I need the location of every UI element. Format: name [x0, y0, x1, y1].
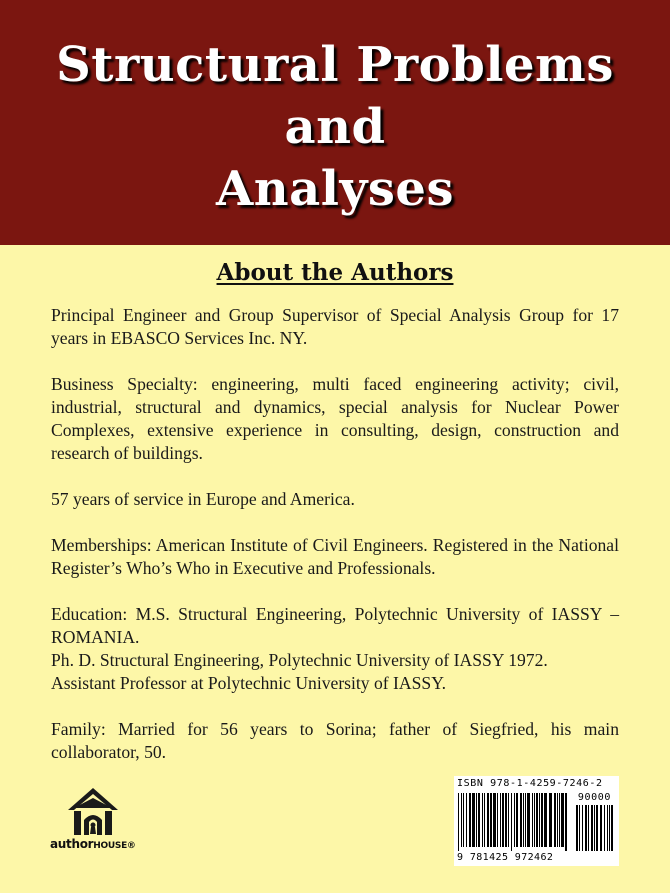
barcode-bar: [458, 793, 459, 851]
barcode-bar: [463, 793, 464, 847]
barcode-bar: [472, 793, 475, 847]
barcode-bar: [536, 793, 538, 847]
publisher-name-suffix: HOUSE: [93, 841, 127, 851]
isbn-barcode: [454, 776, 619, 866]
addon-barcode-bar: [609, 805, 610, 851]
barcode-bar: [565, 793, 567, 851]
about-paragraph-phd: Ph. D. Structural Engineering, Polytechnic University of IASSY 1972.: [51, 650, 548, 670]
barcode-bar: [482, 793, 483, 847]
barcode-bar: [466, 793, 467, 847]
about-paragraph-service: 57 years of service in Europe and America.: [51, 489, 355, 509]
publisher-name: [50, 837, 136, 851]
addon-barcode-bar: [607, 805, 608, 851]
addon-barcode-bar: [596, 805, 598, 851]
barcode-bar: [561, 793, 564, 847]
about-paragraph-memberships: Memberships: American Institute of Civil Engineers. Registered in the National Register’s Who’s Who in Executive and Professionals.: [51, 535, 619, 578]
addon-barcode-bar: [582, 805, 583, 851]
barcode-bar: [500, 793, 501, 847]
about-paragraph-family: Family: Married for 56 years to Sorina; father of Siegfried, his main collaborator, 50.: [51, 719, 619, 762]
book-title-line-2: and: [284, 99, 386, 155]
about-paragraph-employment: Principal Engineer and Group Supervisor of Special Analysis Group for 17 years in EBASCO Services Inc. NY.: [51, 305, 619, 348]
isbn-number: ISBN 978-1-4259-7246-2: [457, 778, 603, 789]
barcode-bar: [532, 793, 533, 847]
addon-barcode-bar: [594, 805, 595, 851]
barcode-bar: [493, 793, 496, 847]
barcode-bar: [549, 793, 552, 847]
barcode-bar: [469, 793, 471, 847]
barcode-bar: [527, 793, 530, 847]
addon-barcode-bar: [600, 805, 602, 851]
barcode-bar: [557, 793, 558, 847]
barcode-bar: [476, 793, 477, 847]
barcode-bar: [505, 793, 507, 847]
addon-barcode-bar: [579, 805, 580, 851]
barcode-bar: [461, 793, 462, 847]
addon-barcode-bar: [588, 805, 589, 851]
barcode-bar: [525, 793, 526, 847]
about-paragraph-specialty: Business Specialty: engineering, multi faced engineering activity; civil, industrial, structural and dynamics, special analysis for Nuclear Power Complexes, extensive experience in consulting, design, construction and research of buildings.: [51, 374, 619, 463]
book-title-line-3: Analyses: [216, 161, 454, 217]
barcode-bar: [539, 793, 540, 847]
barcode-bar: [511, 793, 512, 851]
title-banner: [0, 0, 670, 245]
book-title-line-1: Structural Problems: [56, 37, 614, 93]
addon-barcode-bar: [576, 805, 578, 851]
about-text: [51, 304, 619, 787]
price-code: 90000: [577, 792, 611, 803]
barcode-bars: [454, 791, 619, 853]
barcode-bar: [487, 793, 489, 847]
book-title: [0, 34, 670, 220]
about-heading: About the Authors: [216, 259, 454, 286]
addon-barcode-bar: [591, 805, 593, 851]
about-paragraph-education: Education: M.S. Structural Engineering, Polytechnic University of IASSY – ROMANIA.: [51, 604, 619, 647]
barcode-bar: [484, 793, 485, 847]
barcode-bar: [554, 793, 556, 847]
barcode-bar: [502, 793, 504, 847]
publisher-name-prefix: author: [50, 837, 94, 851]
barcode-bar: [520, 793, 522, 847]
addon-barcode-bar: [611, 805, 613, 851]
barcode-bar: [514, 793, 515, 847]
barcode-bar: [497, 793, 498, 847]
barcode-bar: [541, 793, 543, 847]
barcode-bar: [490, 793, 492, 847]
addon-barcode-bar: [604, 805, 605, 851]
registered-mark: ®: [126, 841, 136, 851]
barcode-bar: [516, 793, 518, 847]
barcode-bar: [559, 793, 560, 847]
barcode-bar: [478, 793, 480, 847]
about-paragraph-professor: Assistant Professor at Polytechnic University of IASSY.: [51, 673, 447, 693]
addon-barcode-bar: [585, 805, 587, 851]
authorhouse-house-icon: [62, 784, 162, 864]
barcode-bar: [523, 793, 524, 847]
barcode-bar: [534, 793, 535, 847]
barcode-bar: [544, 793, 547, 847]
ean-number: 9 781425 972462: [457, 852, 554, 863]
barcode-bar: [508, 793, 509, 847]
